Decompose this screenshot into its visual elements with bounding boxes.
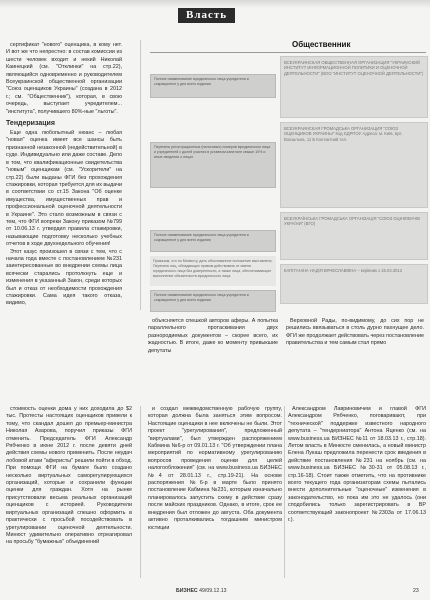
subheading-tenderization: Тендеризация (6, 120, 55, 128)
org-box (280, 264, 428, 304)
registry-row: Полное наименование юридического лица-учредителя и сокращенное у для всего издания (150, 74, 276, 98)
registry-note: Приказом, что по Минюсту, дать обоснованное положение выставлено. Перечень лиц, обладающих правом действовать от имени юридического лица без доверенности, а также лица, обеспечивающие выполнение обязательств юридического лица. (150, 256, 276, 286)
col2-text: объясняется спешкой авторов аферы. А попытка параллельного протаскивания двух разнородиемых документов – скорее всего, их жадностью. В итоге, даже ко моменту привыкшие депутаты (148, 318, 278, 354)
article-column-2 (148, 318, 278, 355)
lower-col1-text: стоимость оценки дома у них доходила до $2 тыс. Протесты настоящих оценщиков привели к тому, что скандал дошел до премьер-министра Николая Азарова, поручил приказы ФГИ отменить. Председатель ФГИ Александр Рябченко в июне 2012 г. после девяти дней действия схемы нового применить. После неудач лобовой атаки "аферисты" решили пойти в обход. При помощи ФГИ на бумаге было создано несколько виртуальных саморегулирующихся организаций, которые и сохранили функции оценки для граждан. Хотя на рынке присутствовали весьма реальных организаций оценщиков с историей. Руководители виртуальных организаций спешно оформить в практически с просьбой посодействовать в урегулировании оценочной деятельности. Минюст удивительно оперативно отреагировал на просьбу "бумажных" объединений (6, 406, 132, 546)
org-box-text: ВСЕУКРАИНСКАЯ ГРОМАДСЬКА ОРГАНИЗАЦИЯ "СОЮЗ ОЦЕНЩИКОВ УКРАИНЫ" Код ЄДРПОУ Адреса: м. Київ, вул. Вокзальна, 11 Б Контактний тел. (284, 126, 403, 142)
page-number: 23 (413, 588, 419, 594)
org-box (280, 212, 428, 260)
col3-text: Верховной Рады, по-видимому, до сих пор не решились ввязываться в столь дурно пахнущее дело. ФГИ же продолжает действовать через постановление правительства и тем самым стал прямо (286, 318, 424, 347)
registry-row: Полное наименование юридического лица-учредителя и сокращенное у для всего издания (150, 230, 276, 252)
col1-intro: сертификат "нового" оценщика, в кому нет. И вот же что непрестно: в состав комиссии из шести человек входит и некий Николай Каинецкий (см. "Отклинки" на стр.22), являющийся одновременно и руководителем Всеукраинской общественной организации "Союз оценщиков Украины" (создана в 2012 г.; см. "Общественник"), которая, в свою очередь, выступает учредителем... "института", получившего 80%-ные "льготы". (6, 42, 122, 115)
lower-col3-text: Александром Лавриновичем и главой ФГИ Александром Рябченко, поговаривают, при "технической" поддержке известного народного депутата – "тендерниатора" Антона Яценко (см. на www.business.ua БИЗНЕС №11 от 18.03.13 г., стр.18). Летом власть в Минюсте сменилась, а новый министр Елена Лукаш предложила перенести срок введения в действие постановления №231 на ноябрь (см. на www.business.ua БИЗНЕС №30-31 от 05.08.13 г., стр.16-18). Стоит также отметить, что на противнике всего текущего года организаторам схемы пытались внести дополнительные "оценочные" изменения в законодательство, но пока им это не удалось (они сподобились только зарегистрировать в ВР соответствующий законопроект №2303а от 17.06.13 г.). (288, 406, 426, 524)
org-box (280, 56, 428, 118)
article-column-lower-1 (6, 406, 132, 547)
section-label: Власть (178, 8, 235, 23)
sidebar-title: Общественник (292, 40, 351, 49)
article-column-lower-3 (288, 406, 426, 525)
sidebar-rule (150, 52, 426, 53)
article-column-1 (6, 42, 122, 308)
col1-body: Еще одна любопытный нюанс – любая "новая" оценка имеет все шансы быть признанной незаконной (недействительной) в суде. Индивидуально или даже составе. Дело в том, что квалификационные свидетельства "новым" оценщикам (см. "Ускорители" на стр.22) были выданы ФГИ без прохождения стажировки, которая требуется для их выдачи в соответствии со ст.15 Закона "Об оценке имущества, имущественных прав и профессиональной оценочной деятельности в Украине". Это стало возможным в связи с тем, что ФГИ вопреки Закону приказом №799 от 10.06.13 г. утвердил правила стажировки, называющие подготовку несколько учебных отчетов в ходе двухнедельного обучения! (6, 130, 122, 248)
footer-magazine-name: БИЗНЕС (176, 588, 198, 594)
org-box (280, 122, 428, 208)
article-column-3 (286, 318, 424, 348)
org-box-text: ВСЕУКРАИНСКАЯ ОБЩЕСТВЕННАЯ ОРГАНИЗАЦИЯ "УКРАИНСКИЙ ИНСТИТУТ ИНФОРМАЦИОННОЙ ПОЛИТИКИ И ОЦЕНОЧНОЙ ДЕЯТЕЛЬНОСТИ" (ВОО "ИНСТИТУТ ОЦЕНОЧНОЙ ДЕЯТЕЛЬНОСТИ") (284, 60, 424, 76)
page-footer (0, 586, 430, 600)
binder-shadow (0, 0, 430, 8)
registry-row: Перечень регистрационных (налоговых) номеров юридического лица и учредителей с долей участия в уставном капитале свыше 10% и иные сведения о лицах (150, 142, 276, 188)
footer-issue: 49/09.12.13 (199, 588, 227, 594)
registry-row: Полное наименование юридического лица-учредителя и сокращенное у для всего издания (150, 290, 276, 312)
column-divider (140, 406, 141, 578)
org-box-text: ВСЕУКРАЇНСЬКА ГРОМАДСЬКА ОРГАНІЗАЦІЯ "СОЮЗ ОЦІНЮВАЧІВ УКРАЇНИ" (ВГО) (284, 216, 420, 227)
footer-magazine (176, 588, 227, 594)
org-box-text: КАПІТАНІНА НАДІЯ ВЯЧЕСЛАВІВНА – керівник з 15.04.2012 (284, 268, 403, 273)
column-divider (140, 40, 141, 310)
article-column-lower-2 (148, 406, 282, 532)
column-divider (284, 406, 285, 578)
col1-tail: Этот казус произошел в связи с тем, что с начала года вместе с постановлением №231 заинтересованные во внедрении схемы лица всячески старались протолкнуть еще и изменения в указанный Закон, среди которых был и отказ от необходимости прохождения стажировки. Сама идея такого отказа, видимо, (6, 248, 122, 307)
lower-col2-text: и создал межведомственную рабочую группу, которая должна была заняться этим вопросом. Настоящие оценщики в нее включены не были. Этот проект "урегулирования", предложенный "виртуалами", был утвержден распоряжением Кабмина №6-р от 09.01.13 г. "Об утверждении плана мероприятий по нормативному урегулированию вопросов проведения оценки для целей налогообложения" (см. на www.business.ua БИЗНЕС №4 от 28.01.13 г., стр.19-21). На основе распоряжения №6-р в марте было принято постановление Кабмина №231, которым изначально планировалось запустить схему в действие сразу после майских праздников. Однако, в итоге, срок ее внедрения был отложен до августа. Оба документа активно проталкивались тогдашним министром юстиции (148, 406, 282, 531)
